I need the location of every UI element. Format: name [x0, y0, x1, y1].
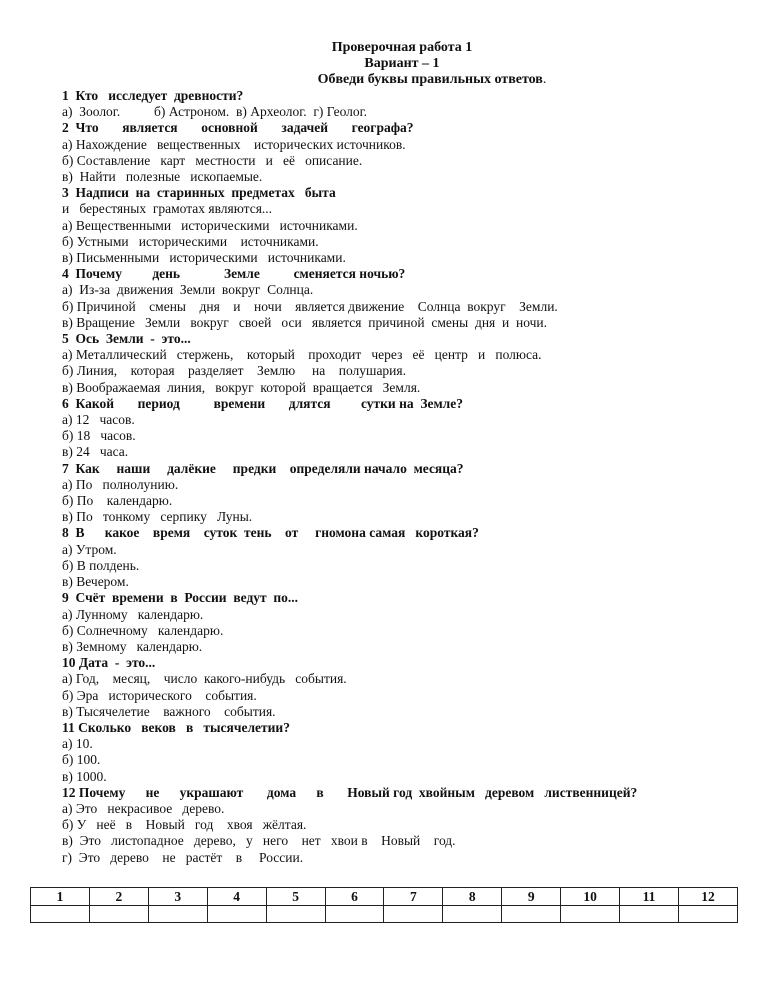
- question-line: 11 Сколько веков в тысячелетии?: [62, 719, 290, 735]
- answer-table-number-cell: 10: [561, 888, 620, 906]
- question-line: 1 Кто исследует древности?: [62, 88, 244, 103]
- worksheet-title: Проверочная работа 1: [331, 40, 473, 55]
- question-list: [62, 88, 742, 866]
- answer-option-line: б) По календарю.: [62, 493, 173, 509]
- answer-table-number-cell: 2: [89, 888, 148, 906]
- answer-table-answer-cell[interactable]: [561, 906, 620, 923]
- answer-table-answer-cell[interactable]: [31, 906, 90, 923]
- answer-option-line: а) 10.: [62, 736, 93, 752]
- answer-option-line: в) Вечером.: [62, 574, 129, 590]
- question-line: 12 Почему не украшают дома в Новый год хвойным деревом лиственницей?: [62, 784, 638, 800]
- answer-table-answer-cell[interactable]: [207, 906, 266, 923]
- answer-table-answer-cell[interactable]: [384, 906, 443, 923]
- answer-table-answer-cell[interactable]: [266, 906, 325, 923]
- answer-table-number-cell: 4: [207, 888, 266, 906]
- answer-option-line: б) Причиной смены дня и ночи является движение Солнца вокруг Земли.: [62, 298, 558, 314]
- answer-option-line: в) Найти полезные ископаемые.: [62, 169, 263, 185]
- answer-option-line: б) 100.: [62, 752, 101, 768]
- question-line: 2 Что является основной задачей географа?: [62, 120, 414, 136]
- answer-option-line: в) Воображаемая линия, вокруг которой вращается Земля.: [62, 379, 421, 395]
- answer-table-number-cell: 7: [384, 888, 443, 906]
- answer-table-number-cell: 1: [31, 888, 90, 906]
- answer-option-line: в) Вращение Земли вокруг своей оси является причиной смены дня и ночи.: [62, 314, 547, 330]
- variant-label: Вариант – 1: [364, 56, 440, 71]
- answer-table-answer-cell[interactable]: [678, 906, 737, 923]
- answer-option-line: в) 24 часа.: [62, 444, 129, 460]
- question-line: 6 Какой период времени длятся сутки на Земле?: [62, 395, 463, 411]
- answer-table-answer-cell[interactable]: [148, 906, 207, 923]
- question-line: 5 Ось Земли - это...: [62, 331, 191, 347]
- answer-table-header-row: [31, 888, 738, 906]
- answer-option-line: а) Утром.: [62, 541, 117, 557]
- question-line: 9 Счёт времени в России ведут по...: [62, 590, 299, 606]
- answer-option-line: а) Лунному календарю.: [62, 606, 204, 622]
- question-line: 3 Надписи на старинных предметах быта: [62, 185, 336, 201]
- answer-option-line: б) У неё в Новый год хвоя жёлтая.: [62, 817, 307, 833]
- question-line: 8 В какое время суток тень от гномона самая короткая?: [62, 525, 479, 541]
- answer-option-line: б) 18 часов.: [62, 428, 136, 444]
- answer-option-line: г) Это дерево не растёт в России.: [62, 849, 304, 865]
- answer-option-line: б) Солнечному календарю.: [62, 622, 224, 638]
- instruction-period: .: [542, 72, 547, 87]
- question-line: 10 Дата - это...: [62, 655, 156, 671]
- answer-option-line: в) По тонкому серпику Луны.: [62, 509, 253, 525]
- answer-option-line: б) Линия, которая разделяет Землю на полушария.: [62, 363, 406, 379]
- answer-table-answer-cell[interactable]: [443, 906, 502, 923]
- answer-option-line: и берестяных грамотах являются...: [62, 201, 273, 217]
- answer-option-line: а) Год, месяц, число какого-нибудь события.: [62, 671, 347, 687]
- answer-option-line: в) Земному календарю.: [62, 638, 203, 654]
- answer-table-number-cell: 8: [443, 888, 502, 906]
- question-line: 4 Почему день Земле сменяется ночью?: [62, 266, 406, 282]
- answer-option-line: б) Эра исторического события.: [62, 687, 257, 703]
- answer-option-line: а) По полнолунию.: [62, 476, 179, 492]
- answer-table-answer-cell[interactable]: [620, 906, 679, 923]
- question-line: 7 Как наши далёкие предки определяли начало месяца?: [62, 460, 464, 476]
- answer-table-number-cell: 5: [266, 888, 325, 906]
- worksheet: [62, 40, 742, 866]
- answer-option-line: а) Нахождение вещественных исторических источников.: [62, 136, 406, 152]
- answer-table-number-cell: 9: [502, 888, 561, 906]
- instruction-text: Обведи буквы правильных ответов: [317, 72, 543, 87]
- answer-option-line: в) 1000.: [62, 768, 107, 784]
- answer-table-number-cell: 12: [678, 888, 737, 906]
- answer-table-number-cell: 11: [620, 888, 679, 906]
- answer-table-answer-cell[interactable]: [502, 906, 561, 923]
- answer-option-line: в) Тысячелетие важного события.: [62, 703, 276, 719]
- answer-option-line: б) Составление карт местности и её описание.: [62, 152, 363, 168]
- answer-table-number-cell: 6: [325, 888, 384, 906]
- answer-table-number-cell: 3: [148, 888, 207, 906]
- answer-table-answer-row: [31, 906, 738, 923]
- answer-option-line: а) Зоолог. б) Астроном. в) Археолог. г) Геолог.: [62, 104, 368, 120]
- answer-option-line: в) Это листопадное дерево, у него нет хвои в Новый год.: [62, 833, 456, 849]
- instruction: [122, 72, 742, 88]
- answer-option-line: а) Это некрасивое дерево.: [62, 800, 225, 816]
- answer-table-answer-cell[interactable]: [325, 906, 384, 923]
- answer-option-line: а) Из-за движения Земли вокруг Солнца.: [62, 282, 314, 298]
- answer-option-line: а) Металлический стержень, который проходит через её центр и полюса.: [62, 347, 542, 363]
- answer-option-line: а) 12 часов.: [62, 412, 135, 428]
- answer-option-line: а) Вещественными историческими источниками.: [62, 217, 358, 233]
- answer-option-line: б) Устными историческими источниками.: [62, 233, 319, 249]
- answer-option-line: б) В полдень.: [62, 557, 140, 573]
- answer-table-answer-cell[interactable]: [89, 906, 148, 923]
- answer-table: [30, 887, 738, 923]
- answer-option-line: в) Письменными историческими источниками.: [62, 250, 346, 266]
